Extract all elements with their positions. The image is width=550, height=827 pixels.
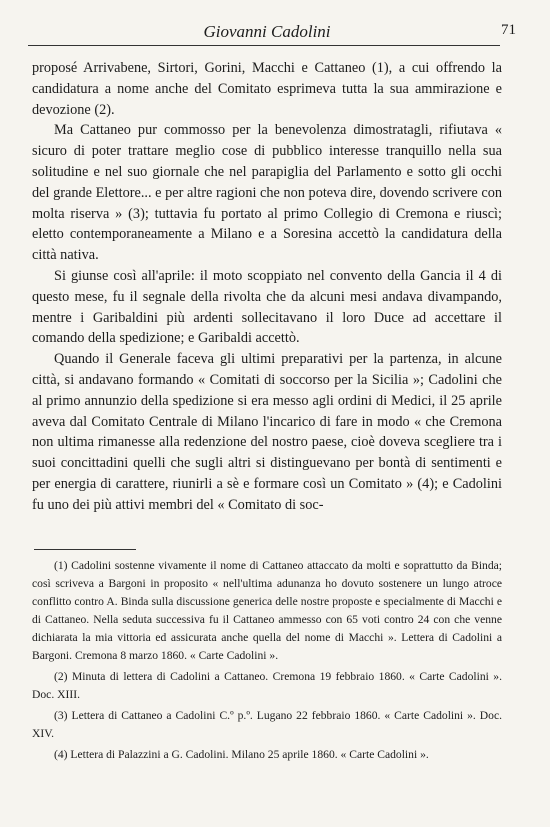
footnote-2: (2) Minuta di lettera di Cadolini a Cattaneo. Cremona 19 febbraio 1860. « Carte Cadolini ». Doc. XIII. xyxy=(32,670,502,701)
running-header xyxy=(32,16,516,46)
running-title: Giovanni Cadolini xyxy=(203,22,331,41)
footnote-4: (4) Lettera di Palazzini a G. Cadolini. Milano 25 aprile 1860. « Carte Cadolini ». xyxy=(54,748,429,761)
paragraph-2: Ma Cattaneo pur commosso per la benevolenza dimostratagli, rifiutava « sicuro di poter trattare meglio cose di pubblico interesse tranquillo nella sua solitudine e nel suo giornale che nel parapiglia del Parlamento e sotto gli occhi del grande Elettore... e per altre ragioni che non poteva dire, dovendo scrivere con molta riserva » (3); tuttavia fu portato al primo Collegio di Cremona e riuscì; eletto contemporaneamente a Milano e a Soresina accettò la candidatura della città nativa. xyxy=(32,122,502,264)
paragraph-4: Quando il Generale faceva gli ultimi preparativi per la partenza, in alcune città, si andavano formando « Comitati di soccorso per la Sicilia »; Cadolini che al primo annunzio della spedizione si era messo agli ordini di Medici, il 25 aprile aveva dal Comitato Centrale di Milano l'incarico di fare in modo « che Cremona non ultima rimanesse alla redenzione del nostro paese, cioè doveva scegliere tra i suoi concittadini quelli che sugli altri si distinguevano per bontà di sentimenti e per energia di carattere, riunirli a sè e formare così un Comitato » (4); e Cadolini fu uno dei più attivi membri del « Comitato di soc- xyxy=(32,351,502,513)
footnote-separator xyxy=(34,549,136,550)
paragraph-3: Si giunse così all'aprile: il moto scoppiato nel convento della Gancia il 4 di questo mese, fu il segnale della rivolta che da alcuni mesi andava divampando, mentre i Garibaldini più ardenti sollecitavano il loro Duce ad accettare il comando della spedizione; e Garibaldi accettò. xyxy=(32,267,502,347)
body-text xyxy=(32,58,502,516)
page-number: 71 xyxy=(501,22,516,38)
footnote-3: (3) Lettera di Cattaneo a Cadolini C.º p.º. Lugano 22 febbraio 1860. « Carte Cadolini ». Doc. XIV. xyxy=(32,709,502,740)
paragraph-1: proposé Arrivabene, Sirtori, Gorini, Macchi e Cattaneo (1), a cui offrendo la candidatura a nome anche del Comitato esprimeva tutta la sua ammirazione e devozione (2). xyxy=(32,60,502,118)
header-rule xyxy=(28,45,500,46)
footnote-1: (1) Cadolini sostenne vivamente il nome di Cattaneo attaccato da molti e soprattutto da Binda; così scriveva a Bargoni in proposito « nell'ultima adunanza ho dovuto sostenere un lungo atroce conflitto contro A. Binda sulla discussione generica delle nostre proposte e specialmente di Macchi e di Cattaneo. Nella seduta successiva fu il Cattaneo ammesso con 65 voti contro 24 con che venne dichiarata la mia vittoria ed assicurata anche quella del nome di Macchi ». Lettera di Cadolini a Bargoni. Cremona 8 marzo 1860. « Carte Cadolini ». xyxy=(32,559,502,662)
footnotes xyxy=(32,557,502,767)
